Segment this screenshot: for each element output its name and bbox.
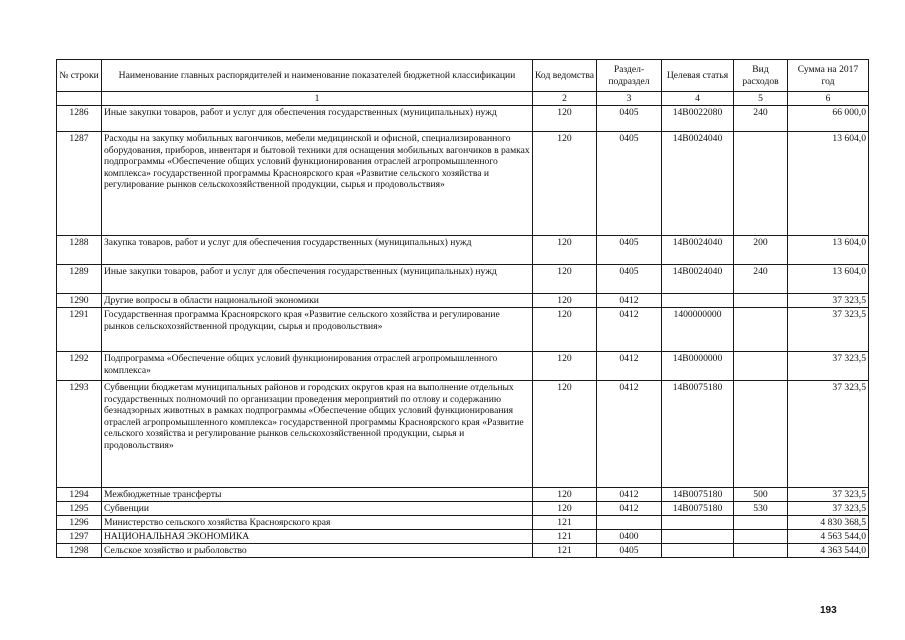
row-number-cell: 1288: [57, 236, 102, 265]
expense-type-cell: [734, 530, 788, 544]
row-name-cell: Закупка товаров, работ и услуг для обеспечения государственных (муниципальных) нужд: [102, 236, 533, 265]
row-number-cell: 1293: [57, 381, 102, 488]
column-number: 1: [102, 92, 533, 106]
section-cell: 0405: [597, 544, 662, 558]
section-cell: 0412: [597, 502, 662, 516]
header-amount: Сумма на 2017 год: [788, 60, 869, 92]
row-number-cell: 1291: [57, 308, 102, 352]
table-row: [57, 544, 869, 558]
target-article-cell: [662, 530, 734, 544]
table-row: [57, 236, 869, 265]
row-number-cell: 1290: [57, 294, 102, 308]
amount-cell: 4 563 544,0: [788, 530, 869, 544]
row-name-cell: Расходы на закупку мобильных вагончиков, мебели медицинской и офисной, специализированного оборудования, приборов, инвентаря и бытовой техники для оснащения мобильных вагончиков в рамках подпрограммы «Обеспечение общих условий функционирования отраслей агропромышленного комплекса» государственной программы Красноярского края «Развитие сельского хозяйства и регулирование рынков сельскохозяйственной продукции, сырья и продовольствия»: [102, 132, 533, 236]
row-name-cell: Иные закупки товаров, работ и услуг для обеспечения государственных (муниципальных) нужд: [102, 106, 533, 132]
amount-cell: 37 323,5: [788, 352, 869, 381]
table-body: [57, 106, 869, 558]
column-number: 2: [533, 92, 597, 106]
target-article-cell: 14В0024040: [662, 265, 734, 294]
amount-cell: 66 000,0: [788, 106, 869, 132]
table-row: [57, 488, 869, 502]
dept-code-cell: 120: [533, 502, 597, 516]
table-row: [57, 530, 869, 544]
table-row: [57, 132, 869, 236]
amount-cell: 37 323,5: [788, 308, 869, 352]
section-cell: 0405: [597, 236, 662, 265]
target-article-cell: 14В0022080: [662, 106, 734, 132]
row-number-cell: 1287: [57, 132, 102, 236]
dept-code-cell: 120: [533, 132, 597, 236]
dept-code-cell: 120: [533, 106, 597, 132]
dept-code-cell: 120: [533, 352, 597, 381]
target-article-cell: 14В0075180: [662, 488, 734, 502]
section-cell: 0405: [597, 106, 662, 132]
dept-code-cell: 121: [533, 544, 597, 558]
target-article-cell: 14В0024040: [662, 236, 734, 265]
target-article-cell: 1400000000: [662, 308, 734, 352]
section-cell: 0412: [597, 352, 662, 381]
dept-code-cell: 120: [533, 236, 597, 265]
table-row: [57, 516, 869, 530]
target-article-cell: 14В0000000: [662, 352, 734, 381]
amount-cell: 13 604,0: [788, 132, 869, 236]
amount-cell: 4 830 368,5: [788, 516, 869, 530]
row-name-cell: Иные закупки товаров, работ и услуг для обеспечения государственных (муниципальных) нужд: [102, 265, 533, 294]
dept-code-cell: 121: [533, 516, 597, 530]
section-cell: 0412: [597, 381, 662, 488]
expense-type-cell: [734, 132, 788, 236]
amount-cell: 37 323,5: [788, 381, 869, 488]
table-row: [57, 381, 869, 488]
amount-cell: 4 363 544,0: [788, 544, 869, 558]
header-expense-type: Вид расходов: [734, 60, 788, 92]
row-number-cell: 1295: [57, 502, 102, 516]
expense-type-cell: [734, 381, 788, 488]
row-name-cell: Сельское хозяйство и рыболовство: [102, 544, 533, 558]
header-name: Наименование главных распорядителей и наименование показателей бюджетной классификации: [102, 60, 533, 92]
column-number-blank: [57, 92, 102, 106]
expense-type-cell: [734, 516, 788, 530]
column-number: 6: [788, 92, 869, 106]
row-number-cell: 1298: [57, 544, 102, 558]
row-number-cell: 1294: [57, 488, 102, 502]
amount-cell: 37 323,5: [788, 294, 869, 308]
table-row: [57, 265, 869, 294]
table-row: [57, 502, 869, 516]
target-article-cell: 14В0075180: [662, 502, 734, 516]
row-name-cell: Субвенции бюджетам муниципальных районов и городских округов края на выполнение отдельных государственных полномочий по организации проведения мероприятий по отлову и содержанию безнадзорных животных в рамках подпрограммы «Обеспечение общих условий функционирования отраслей агропромышленного комплекса» государственной программы Красноярского края «Развитие сельского хозяйства и регулирование рынков сельскохозяйственной продукции, сырья и продовольствия»: [102, 381, 533, 488]
expense-type-cell: [734, 308, 788, 352]
expense-type-cell: [734, 544, 788, 558]
row-number-cell: 1286: [57, 106, 102, 132]
expense-type-cell: 200: [734, 236, 788, 265]
expense-type-cell: 530: [734, 502, 788, 516]
dept-code-cell: 120: [533, 308, 597, 352]
amount-cell: 37 323,5: [788, 488, 869, 502]
row-name-cell: Министерство сельского хозяйства Красноярского края: [102, 516, 533, 530]
table-row: [57, 352, 869, 381]
table-header: [57, 60, 869, 106]
row-number-cell: 1297: [57, 530, 102, 544]
section-cell: 0405: [597, 265, 662, 294]
column-number: 3: [597, 92, 662, 106]
table-row: [57, 308, 869, 352]
row-name-cell: Государственная программа Красноярского края «Развитие сельского хозяйства и регулирование рынков сельскохозяйственной продукции, сырья и продовольствия»: [102, 308, 533, 352]
section-cell: [597, 516, 662, 530]
section-cell: 0412: [597, 488, 662, 502]
section-cell: 0412: [597, 294, 662, 308]
row-name-cell: НАЦИОНАЛЬНАЯ ЭКОНОМИКА: [102, 530, 533, 544]
header-target-article: Целевая статья: [662, 60, 734, 92]
row-name-cell: Другие вопросы в области национальной экономики: [102, 294, 533, 308]
amount-cell: 37 323,5: [788, 502, 869, 516]
section-cell: 0412: [597, 308, 662, 352]
row-number-cell: 1296: [57, 516, 102, 530]
section-cell: 0405: [597, 132, 662, 236]
table-row: [57, 294, 869, 308]
expense-type-cell: 500: [734, 488, 788, 502]
expense-type-cell: [734, 352, 788, 381]
row-number-cell: 1289: [57, 265, 102, 294]
expense-type-cell: 240: [734, 106, 788, 132]
column-number-row: [57, 92, 869, 106]
dept-code-cell: 120: [533, 381, 597, 488]
amount-cell: 13 604,0: [788, 236, 869, 265]
column-number: 5: [734, 92, 788, 106]
target-article-cell: 14В0075180: [662, 381, 734, 488]
dept-code-cell: 120: [533, 294, 597, 308]
expense-type-cell: [734, 294, 788, 308]
column-number: 4: [662, 92, 734, 106]
header-row: [57, 60, 869, 92]
dept-code-cell: 120: [533, 265, 597, 294]
header-section: Раздел-подраздел: [597, 60, 662, 92]
header-row-number: № строки: [57, 60, 102, 92]
header-dept-code: Код ведомства: [533, 60, 597, 92]
page-number: 193: [820, 605, 837, 616]
dept-code-cell: 120: [533, 488, 597, 502]
row-number-cell: 1292: [57, 352, 102, 381]
dept-code-cell: 121: [533, 530, 597, 544]
table-row: [57, 106, 869, 132]
row-name-cell: Субвенции: [102, 502, 533, 516]
expense-type-cell: 240: [734, 265, 788, 294]
target-article-cell: [662, 544, 734, 558]
row-name-cell: Подпрограмма «Обеспечение общих условий функционирования отраслей агропромышленного комплекса»: [102, 352, 533, 381]
amount-cell: 13 604,0: [788, 265, 869, 294]
row-name-cell: Межбюджетные трансферты: [102, 488, 533, 502]
target-article-cell: [662, 294, 734, 308]
section-cell: 0400: [597, 530, 662, 544]
target-article-cell: 14В0024040: [662, 132, 734, 236]
budget-table: [56, 59, 869, 558]
target-article-cell: [662, 516, 734, 530]
